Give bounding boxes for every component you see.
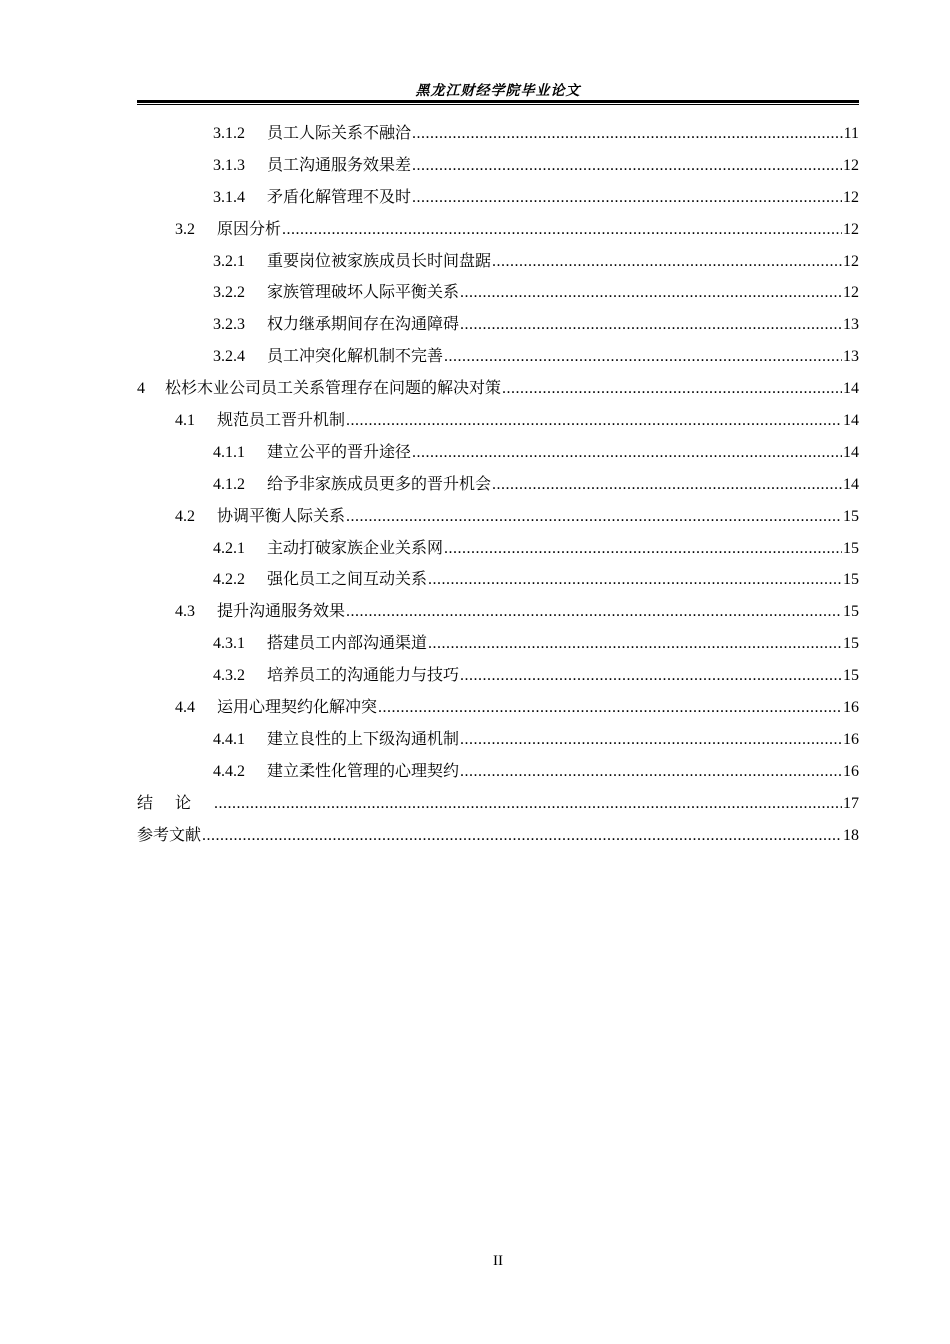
toc-entry[interactable]	[137, 595, 859, 627]
toc-entry-title: 权力继承期间存在沟通障碍	[267, 314, 460, 334]
toc-dot-leader	[460, 756, 842, 788]
toc-entry-title: 重要岗位被家族成员长时间盘踞	[267, 250, 492, 270]
toc-entry-number: 3.2.3	[213, 316, 245, 334]
toc-entry[interactable]	[137, 181, 859, 213]
toc-entry-number: 4.4.2	[213, 762, 245, 780]
toc-entry[interactable]	[137, 659, 859, 691]
toc-dot-leader	[214, 788, 842, 820]
toc-entry-page: 15	[843, 603, 859, 621]
toc-entry-title: 矛盾化解管理不及时	[267, 186, 412, 206]
toc-entry-number: 3.1.3	[213, 156, 245, 174]
toc-dot-leader	[502, 373, 842, 405]
toc-entry-title: 建立公平的晋升途径	[267, 441, 412, 461]
toc-entry-title: 参考文献	[137, 824, 202, 844]
toc-entry-number: 4.1.2	[213, 475, 245, 493]
toc-entry-number: 4.1.1	[213, 443, 245, 461]
toc-entry-page: 12	[843, 188, 859, 206]
toc-entry-number: 4.3.1	[213, 635, 245, 653]
toc-dot-leader	[492, 246, 842, 278]
toc-entry-page: 18	[843, 826, 859, 844]
toc-entry-title: 提升沟通服务效果	[217, 601, 346, 621]
toc-entry[interactable]	[137, 468, 859, 500]
toc-dot-leader	[444, 341, 842, 373]
toc-entry-title: 员工冲突化解机制不完善	[267, 346, 444, 366]
toc-entry-title: 建立良性的上下级沟通机制	[267, 728, 460, 748]
toc-entry-number: 3.1.2	[213, 125, 245, 142]
table-of-contents	[137, 117, 859, 850]
header-rule-thin	[137, 104, 859, 105]
toc-dot-leader	[428, 628, 842, 660]
page-header-title: 黑龙江财经学院毕业论文	[415, 83, 581, 99]
toc-dot-leader	[412, 437, 842, 469]
toc-entry[interactable]	[137, 149, 859, 181]
toc-dot-leader	[412, 182, 842, 214]
toc-entry-page: 16	[843, 762, 859, 780]
toc-dot-leader	[378, 692, 842, 724]
toc-entry-title: 建立柔性化管理的心理契约	[267, 760, 460, 780]
toc-entry[interactable]	[137, 308, 859, 340]
toc-entry-title: 员工人际关系不融洽	[267, 123, 412, 142]
toc-entry-number: 4.2.2	[213, 571, 245, 589]
toc-entry[interactable]	[137, 755, 859, 787]
toc-entry-title: 主动打破家族企业关系网	[267, 537, 444, 557]
toc-dot-leader	[460, 724, 842, 756]
toc-entry-number: 4.2	[175, 507, 195, 525]
toc-entry[interactable]	[137, 691, 859, 723]
header-rule-thick	[137, 100, 859, 103]
toc-dot-leader	[346, 501, 842, 533]
toc-entry-title: 搭建员工内部沟通渠道	[267, 633, 428, 653]
toc-entry-page: 15	[843, 635, 859, 653]
toc-entry-page: 13	[843, 316, 859, 334]
toc-entry-title: 规范员工晋升机制	[217, 410, 346, 430]
toc-entry[interactable]	[137, 532, 859, 564]
toc-dot-leader	[282, 214, 842, 246]
toc-dot-leader	[428, 564, 842, 596]
toc-entry-number: 3.2.1	[213, 252, 245, 270]
toc-entry-page: 11	[843, 125, 859, 142]
toc-entry-title: 家族管理破坏人际平衡关系	[267, 282, 460, 302]
footer-page-number: II	[493, 1253, 503, 1269]
toc-entry-page: 15	[843, 571, 859, 589]
toc-entry-page: 14	[843, 412, 859, 430]
toc-entry-title: 员工沟通服务效果差	[267, 154, 412, 174]
toc-entry-page: 14	[843, 380, 859, 398]
toc-entry-number: 4.2.1	[213, 539, 245, 557]
toc-entry-title: 给予非家族成员更多的晋升机会	[267, 473, 492, 493]
toc-entry-number: 4.4.1	[213, 730, 245, 748]
toc-entry-title: 松杉木业公司员工关系管理存在问题的解决对策	[165, 378, 502, 398]
toc-entry-page: 14	[843, 475, 859, 493]
toc-entry-title: 强化员工之间互动关系	[267, 569, 428, 589]
toc-entry-page: 12	[843, 252, 859, 270]
toc-entry-page: 17	[843, 794, 859, 812]
toc-entry-page: 15	[843, 507, 859, 525]
toc-entry-page: 16	[843, 730, 859, 748]
toc-entry-number: 3.2.2	[213, 284, 245, 302]
toc-entry-number: 4.4	[175, 699, 195, 717]
toc-entry[interactable]	[137, 723, 859, 755]
toc-entry[interactable]	[137, 500, 859, 532]
toc-dot-leader	[346, 405, 842, 437]
toc-entry[interactable]	[137, 787, 859, 819]
toc-entry[interactable]	[137, 117, 859, 149]
toc-dot-leader	[444, 533, 842, 565]
toc-entry-number: 3.2.4	[213, 348, 245, 366]
toc-entry[interactable]	[137, 627, 859, 659]
toc-entry-number: 4.1	[175, 412, 195, 430]
toc-entry[interactable]	[137, 340, 859, 372]
toc-dot-leader	[346, 596, 842, 628]
toc-entry[interactable]	[137, 436, 859, 468]
toc-entry-number: 4.3.2	[213, 667, 245, 685]
toc-entry-title: 结论	[137, 792, 214, 812]
toc-entry[interactable]	[137, 245, 859, 277]
toc-entry-page: 13	[843, 348, 859, 366]
toc-entry[interactable]	[137, 372, 859, 404]
toc-entry-number: 3.1.4	[213, 188, 245, 206]
toc-entry-page: 14	[843, 443, 859, 461]
toc-dot-leader	[460, 660, 842, 692]
toc-dot-leader	[460, 277, 842, 309]
toc-entry-page: 16	[843, 699, 859, 717]
toc-entry-page: 15	[843, 539, 859, 557]
toc-dot-leader	[492, 469, 842, 501]
toc-entry-page: 15	[843, 667, 859, 685]
toc-dot-leader	[412, 150, 842, 182]
toc-entry[interactable]	[137, 819, 859, 851]
toc-entry-number: 3.2	[175, 220, 195, 238]
toc-entry[interactable]	[137, 276, 859, 308]
toc-entry[interactable]	[137, 213, 859, 245]
toc-entry-number: 4.3	[175, 603, 195, 621]
toc-entry-number: 4	[137, 380, 145, 398]
toc-entry[interactable]	[137, 404, 859, 436]
toc-entry-title: 运用心理契约化解冲突	[217, 697, 378, 717]
toc-entry-page: 12	[843, 220, 859, 238]
toc-entry-page: 12	[843, 284, 859, 302]
toc-entry-title: 培养员工的沟通能力与技巧	[267, 665, 460, 685]
toc-dot-leader	[202, 820, 842, 852]
toc-entry-title: 原因分析	[217, 218, 282, 238]
toc-dot-leader	[412, 118, 843, 150]
toc-entry-page: 12	[843, 156, 859, 174]
toc-entry[interactable]	[137, 563, 859, 595]
toc-dot-leader	[460, 309, 842, 341]
toc-entry-title: 协调平衡人际关系	[217, 505, 346, 525]
